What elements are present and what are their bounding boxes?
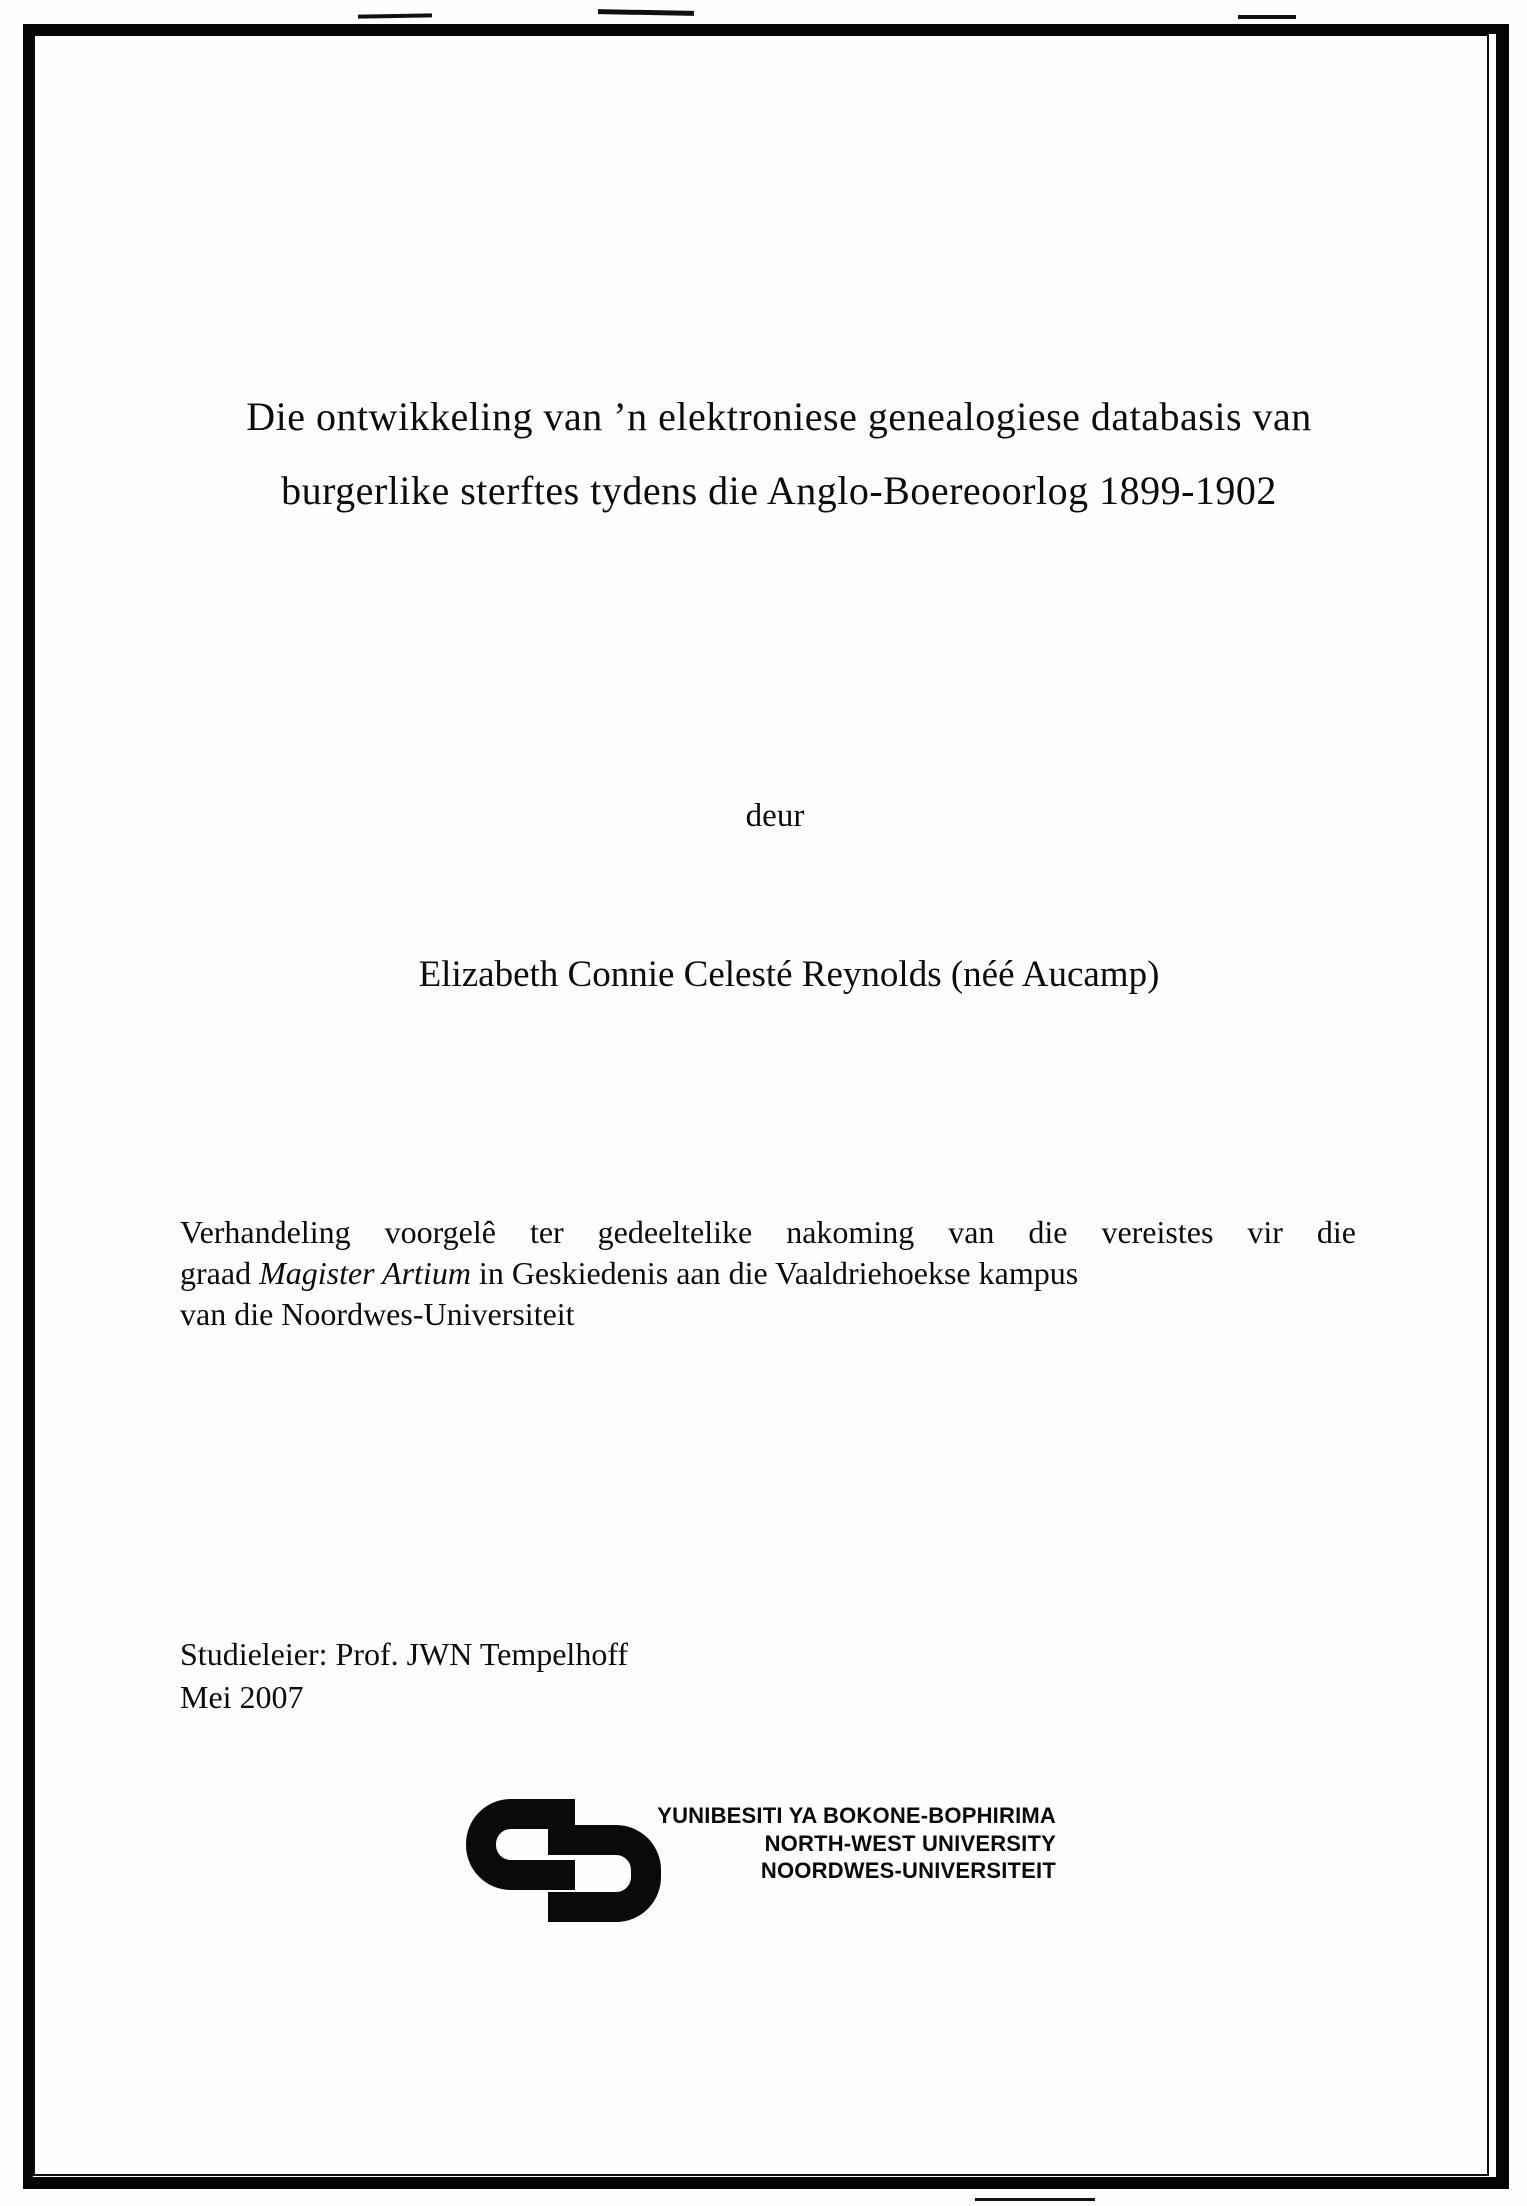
scan-artifact <box>975 2198 1095 2201</box>
date-line: Mei 2007 <box>180 1679 304 1715</box>
description-line-2 <box>180 1253 1356 1294</box>
description-line-1: Verhandeling voorgelê ter gedeeltelike nakoming van die vereistes vir die <box>180 1214 1356 1250</box>
logo-text-english: NORTH-WEST UNIVERSITY <box>764 1830 1056 1856</box>
scan-artifact <box>598 9 694 16</box>
description-line-2-post: in Geskiedenis aan die Vaaldriehoekse kampus <box>470 1255 1079 1291</box>
thesis-description <box>180 1212 1356 1335</box>
author-name: Elizabeth Connie Celesté Reynolds (néé Aucamp) <box>418 954 1160 995</box>
degree-name: Magister Artium <box>259 1255 471 1291</box>
description-line-3: van die Noordwes-Universiteit <box>180 1296 575 1332</box>
logo-text-setswana: YUNIBESITI YA BOKONE-BOPHIRIMA <box>657 1803 1056 1828</box>
byline: deur <box>745 798 805 834</box>
thesis-title-line-1: Die ontwikkeling van ’n elektroniese genealogiese databasis van <box>246 394 1312 439</box>
thesis-title-line-2: burgerlike sterftes tydens die Anglo-Boereoorlog 1899-1902 <box>281 468 1277 513</box>
scan-artifact <box>1238 15 1296 19</box>
university-logo <box>458 1790 1098 1940</box>
supervisor-line: Studieleier: Prof. JWN Tempelhoff <box>180 1636 629 1672</box>
scan-artifact <box>358 13 432 18</box>
university-logo-text <box>584 1802 1056 1885</box>
logo-text-afrikaans: NOORDWES-UNIVERSITEIT <box>760 1858 1056 1883</box>
supervisor-block <box>180 1633 1080 1719</box>
description-line-2-pre: graad <box>180 1255 260 1291</box>
thesis-title <box>84 380 1474 528</box>
